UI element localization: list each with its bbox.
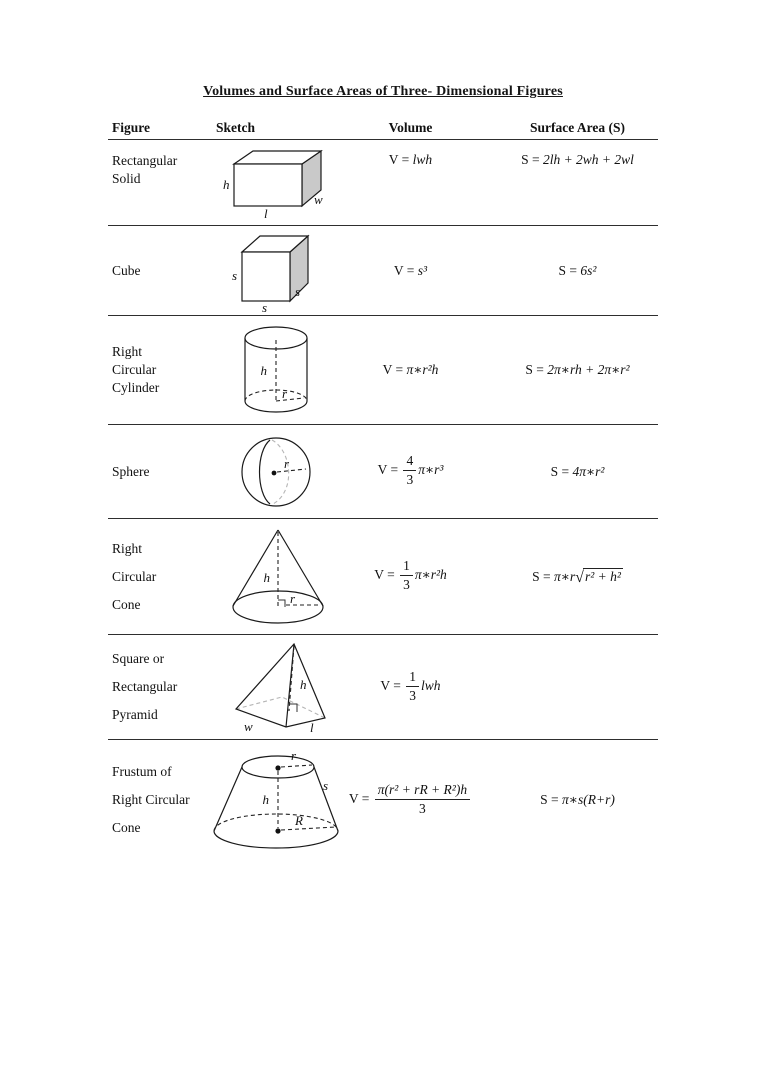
volume-formula: V = s³ (393, 262, 428, 278)
cube-sketch (230, 229, 322, 313)
table-row-right-circular-cylinder (108, 316, 658, 425)
figure-name: Square or Rectangular Pyramid (112, 651, 178, 722)
column-header-surface-area: Surface Area (S) (530, 120, 625, 135)
volume-formula: V = $\frac{\text{π(r² + rR + R²)h}}{3}$ (346, 783, 491, 817)
table-row-rectangular-solid (108, 140, 658, 226)
figure-name: Frustum of Right Circular Cone (112, 764, 190, 835)
table-header (108, 117, 658, 140)
surface-area-formula: S = 2lh + 2wh + 2wl (521, 152, 634, 167)
label-l: l (264, 205, 268, 219)
volume-formula: V = $\frac{1}{3}$ π∗r²h (374, 558, 447, 592)
volume-formula: V = π∗r²h (382, 362, 439, 377)
label-r: r (290, 590, 296, 606)
figure-name: Sphere (112, 463, 150, 479)
sphere-sketch (240, 431, 312, 513)
label-s: s (295, 283, 301, 299)
volume-formula: V = $\frac{4}{3}$ π∗r³ (377, 453, 444, 487)
table-row-sphere (108, 425, 658, 519)
label-h: h (223, 176, 230, 192)
column-header-sketch: Sketch (216, 120, 256, 135)
frustum-sketch (209, 746, 343, 854)
radical-sign: √ (575, 568, 584, 586)
volume-formula: V = lwh (388, 152, 433, 167)
surface-area-formula: S = 4π∗r² (550, 463, 605, 479)
reference-sheet (108, 84, 658, 860)
label-h: h (263, 569, 270, 585)
column-header-volume: Volume (388, 120, 433, 135)
figure-name: Rectangular Solid (112, 153, 178, 186)
volume-formula: V = $\frac{1}{3}$ lwh (380, 668, 441, 703)
rectangular-solid-sketch (220, 147, 332, 219)
cone-sketch (228, 527, 324, 627)
label-r: r (284, 455, 290, 471)
label-r: r (282, 386, 288, 401)
table-row-square-or-rectangular-pyramid (108, 635, 658, 740)
label-h: h (260, 363, 267, 378)
figure-name: Cube (112, 262, 141, 278)
label-w: w (244, 719, 253, 734)
label-R: R (295, 813, 303, 828)
surface-area-formula: S = 6s² (558, 262, 597, 278)
label-s: s (323, 778, 329, 793)
column-header-figure: Figure (112, 120, 150, 135)
label-s: s (262, 299, 268, 313)
surface-area-formula: S = π∗r√r² + h² (532, 568, 621, 586)
label-w: w (314, 191, 323, 207)
label-r: r (291, 748, 297, 763)
figure-name: Right Circular Cone (112, 540, 157, 612)
surface-area-formula: S = 2π∗rh + 2π∗r² (525, 362, 630, 377)
label-h: h (300, 677, 307, 692)
table-row-frustum-of-right-circular-cone (108, 740, 658, 860)
surface-area-formula: S = π∗s(R+r) (540, 792, 615, 807)
table-row-right-circular-cone (108, 519, 658, 635)
pyramid-sketch (220, 639, 332, 735)
label-h: h (262, 792, 269, 807)
label-s: s (232, 267, 238, 283)
cylinder-sketch (237, 322, 315, 418)
table-row-cube (108, 226, 658, 316)
label-l: l (310, 720, 314, 735)
figure-name: Right Circular Cylinder (112, 344, 160, 395)
page-title: Volumes and Surface Areas of Three- Dimensional Figures (203, 84, 563, 99)
